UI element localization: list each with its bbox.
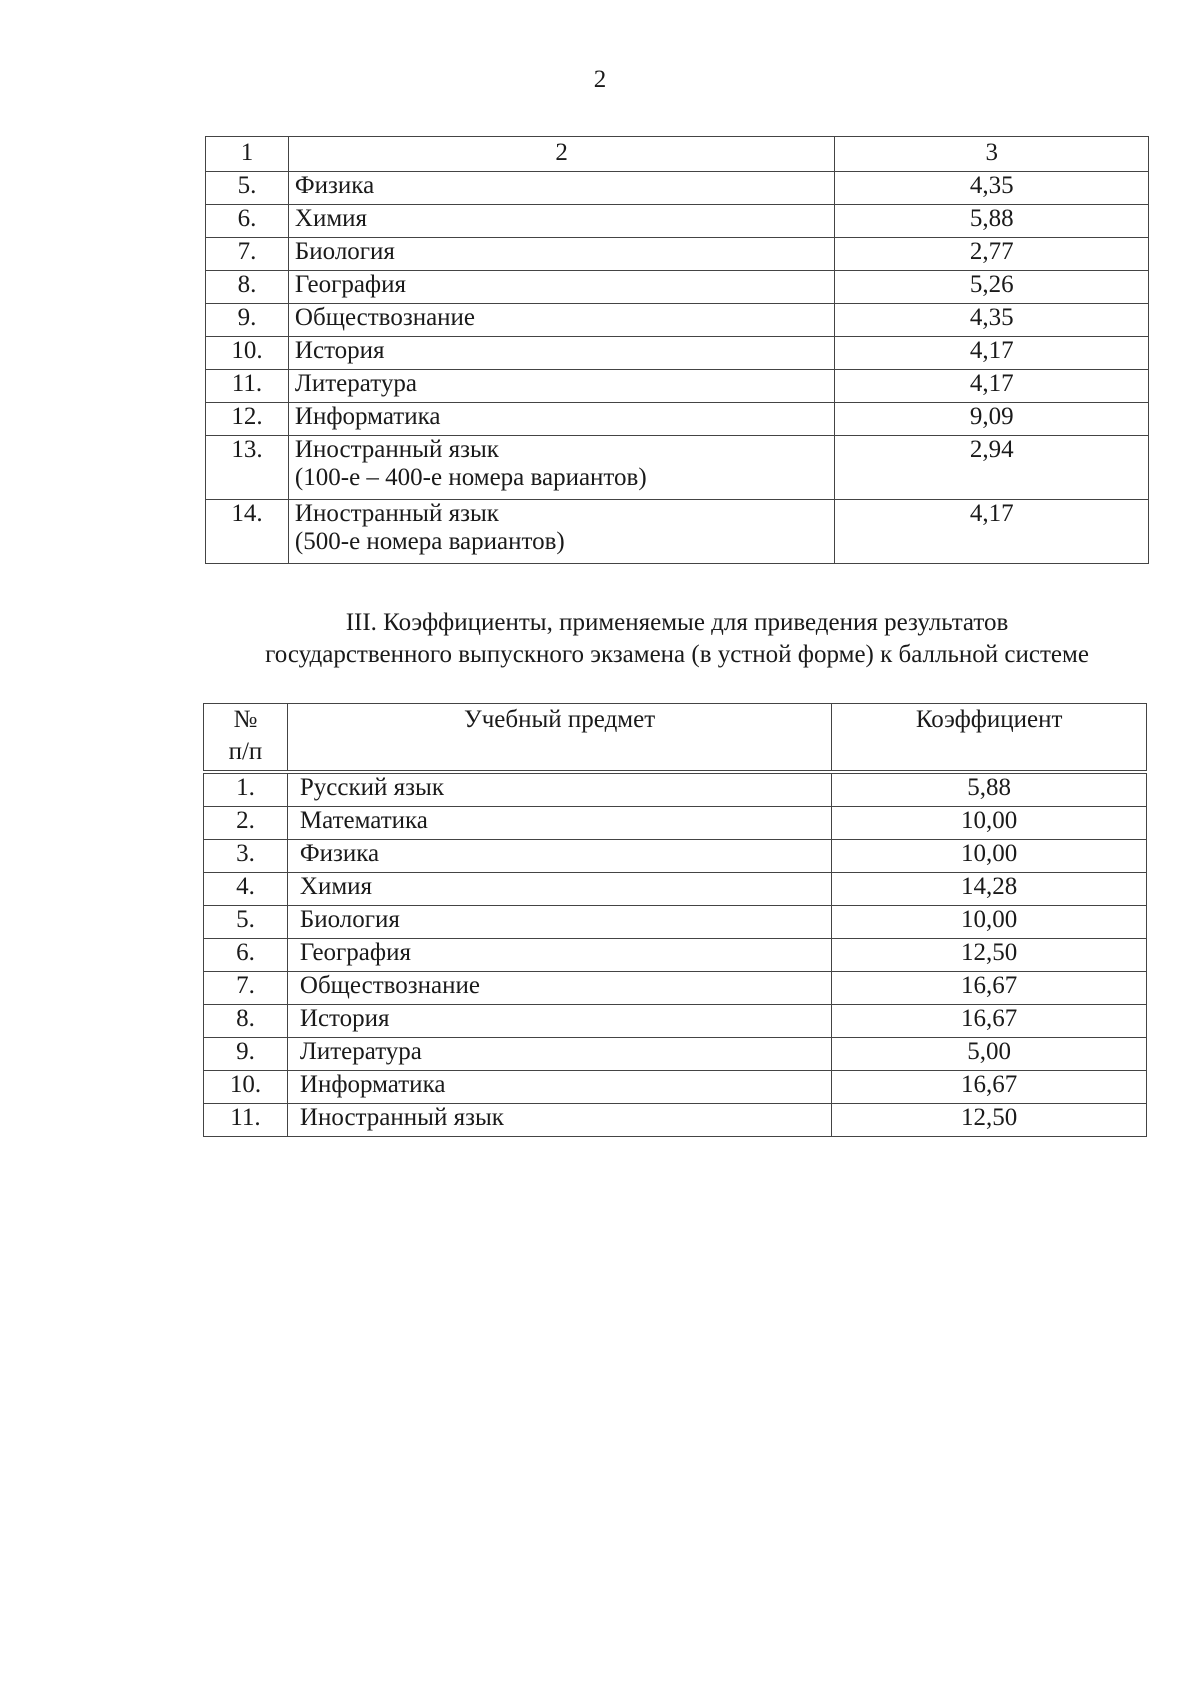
coefficient-value: 5,88 — [835, 205, 1149, 238]
table-row — [204, 906, 1147, 939]
subject-name: История — [288, 337, 834, 370]
row-number: 3. — [204, 840, 288, 873]
table-row — [204, 972, 1147, 1005]
coefficient-value: 12,50 — [832, 1104, 1147, 1137]
table-row — [204, 807, 1147, 840]
subject-name: Математика — [287, 807, 831, 840]
row-number: 11. — [206, 370, 289, 403]
row-number: 8. — [204, 1005, 288, 1038]
table-row — [206, 403, 1149, 436]
subject-name: Обществознание — [288, 304, 834, 337]
oral-exam-coefficients-table — [203, 703, 1147, 1137]
coefficient-value: 5,26 — [835, 271, 1149, 304]
table-header-row — [204, 704, 1147, 773]
coefficient-value: 10,00 — [832, 906, 1147, 939]
column-number-3: 3 — [835, 137, 1149, 172]
subject-name — [288, 500, 834, 564]
row-number: 5. — [204, 906, 288, 939]
table-row — [206, 172, 1149, 205]
row-number: 6. — [204, 939, 288, 972]
subject-name: Обществознание — [287, 972, 831, 1005]
table-row — [206, 337, 1149, 370]
row-number: 1. — [204, 772, 288, 807]
column-number-1: 1 — [206, 137, 289, 172]
subject-name: История — [287, 1005, 831, 1038]
coefficient-value: 4,35 — [835, 304, 1149, 337]
header-number — [204, 704, 288, 773]
subject-name-line2: (500-е номера вариантов) — [294, 528, 565, 555]
subject-name: Биология — [287, 906, 831, 939]
table-row — [206, 500, 1149, 564]
header-number-symbol: № — [233, 706, 258, 733]
subject-name-line1: Иностранный язык — [294, 500, 499, 527]
row-number: 7. — [206, 238, 289, 271]
row-number: 14. — [206, 500, 289, 564]
section-title-line2: государственного выпускного экзамена (в устной форме) к балльной системе — [265, 641, 1089, 668]
coefficient-value: 16,67 — [832, 972, 1147, 1005]
table-row — [204, 1038, 1147, 1071]
coefficient-value: 4,17 — [835, 337, 1149, 370]
subject-name: Физика — [288, 172, 834, 205]
subject-name-line2: (100-е – 400-е номера вариантов) — [294, 464, 647, 491]
subject-name: Химия — [288, 205, 834, 238]
header-number-abbr: п/п — [228, 738, 263, 765]
coefficient-value: 2,77 — [835, 238, 1149, 271]
subject-name: Химия — [287, 873, 831, 906]
row-number: 7. — [204, 972, 288, 1005]
table-row — [206, 271, 1149, 304]
row-number: 4. — [204, 873, 288, 906]
row-number: 9. — [204, 1038, 288, 1071]
subject-name: География — [288, 271, 834, 304]
row-number: 11. — [204, 1104, 288, 1137]
row-number: 10. — [204, 1071, 288, 1104]
table-row — [204, 772, 1147, 807]
row-number: 8. — [206, 271, 289, 304]
row-number: 5. — [206, 172, 289, 205]
table-row — [204, 840, 1147, 873]
table-row — [204, 1005, 1147, 1038]
row-number: 10. — [206, 337, 289, 370]
subject-name: Литература — [288, 370, 834, 403]
section-title-line1: III. Коэффициенты, применяемые для приведения результатов — [345, 609, 1009, 636]
table-row — [204, 873, 1147, 906]
coefficient-value: 4,17 — [835, 500, 1149, 564]
table-row — [204, 939, 1147, 972]
table-row — [206, 205, 1149, 238]
subject-name: Иностранный язык — [287, 1104, 831, 1137]
coefficient-value: 5,00 — [832, 1038, 1147, 1071]
subject-name: Информатика — [287, 1071, 831, 1104]
subject-name — [288, 436, 834, 500]
header-coefficient: Коэффициент — [832, 704, 1147, 773]
coefficient-value: 9,09 — [835, 403, 1149, 436]
section-title — [205, 607, 1149, 671]
subject-name: Физика — [287, 840, 831, 873]
table-row — [204, 1104, 1147, 1137]
coefficient-value: 4,17 — [835, 370, 1149, 403]
coefficient-value: 4,35 — [835, 172, 1149, 205]
row-number: 2. — [204, 807, 288, 840]
coefficient-value: 16,67 — [832, 1005, 1147, 1038]
coefficient-value: 10,00 — [832, 840, 1147, 873]
coefficient-value: 2,94 — [835, 436, 1149, 500]
subject-name: Литература — [287, 1038, 831, 1071]
coefficient-value: 12,50 — [832, 939, 1147, 972]
subject-name: География — [287, 939, 831, 972]
subject-name-line1: Иностранный язык — [294, 436, 499, 463]
coefficients-table-continued — [205, 136, 1149, 564]
coefficient-value: 14,28 — [832, 873, 1147, 906]
subject-name: Русский язык — [287, 772, 831, 807]
table-header-row — [206, 137, 1149, 172]
row-number: 6. — [206, 205, 289, 238]
table-row — [206, 238, 1149, 271]
table-row — [206, 370, 1149, 403]
row-number: 12. — [206, 403, 289, 436]
table-row — [204, 1071, 1147, 1104]
table-row — [206, 304, 1149, 337]
table-row — [206, 436, 1149, 500]
row-number: 9. — [206, 304, 289, 337]
row-number: 13. — [206, 436, 289, 500]
page-number: 2 — [593, 66, 607, 93]
coefficient-value: 5,88 — [832, 772, 1147, 807]
coefficient-value: 10,00 — [832, 807, 1147, 840]
header-subject: Учебный предмет — [287, 704, 831, 773]
coefficient-value: 16,67 — [832, 1071, 1147, 1104]
subject-name: Биология — [288, 238, 834, 271]
subject-name: Информатика — [288, 403, 834, 436]
column-number-2: 2 — [288, 137, 834, 172]
